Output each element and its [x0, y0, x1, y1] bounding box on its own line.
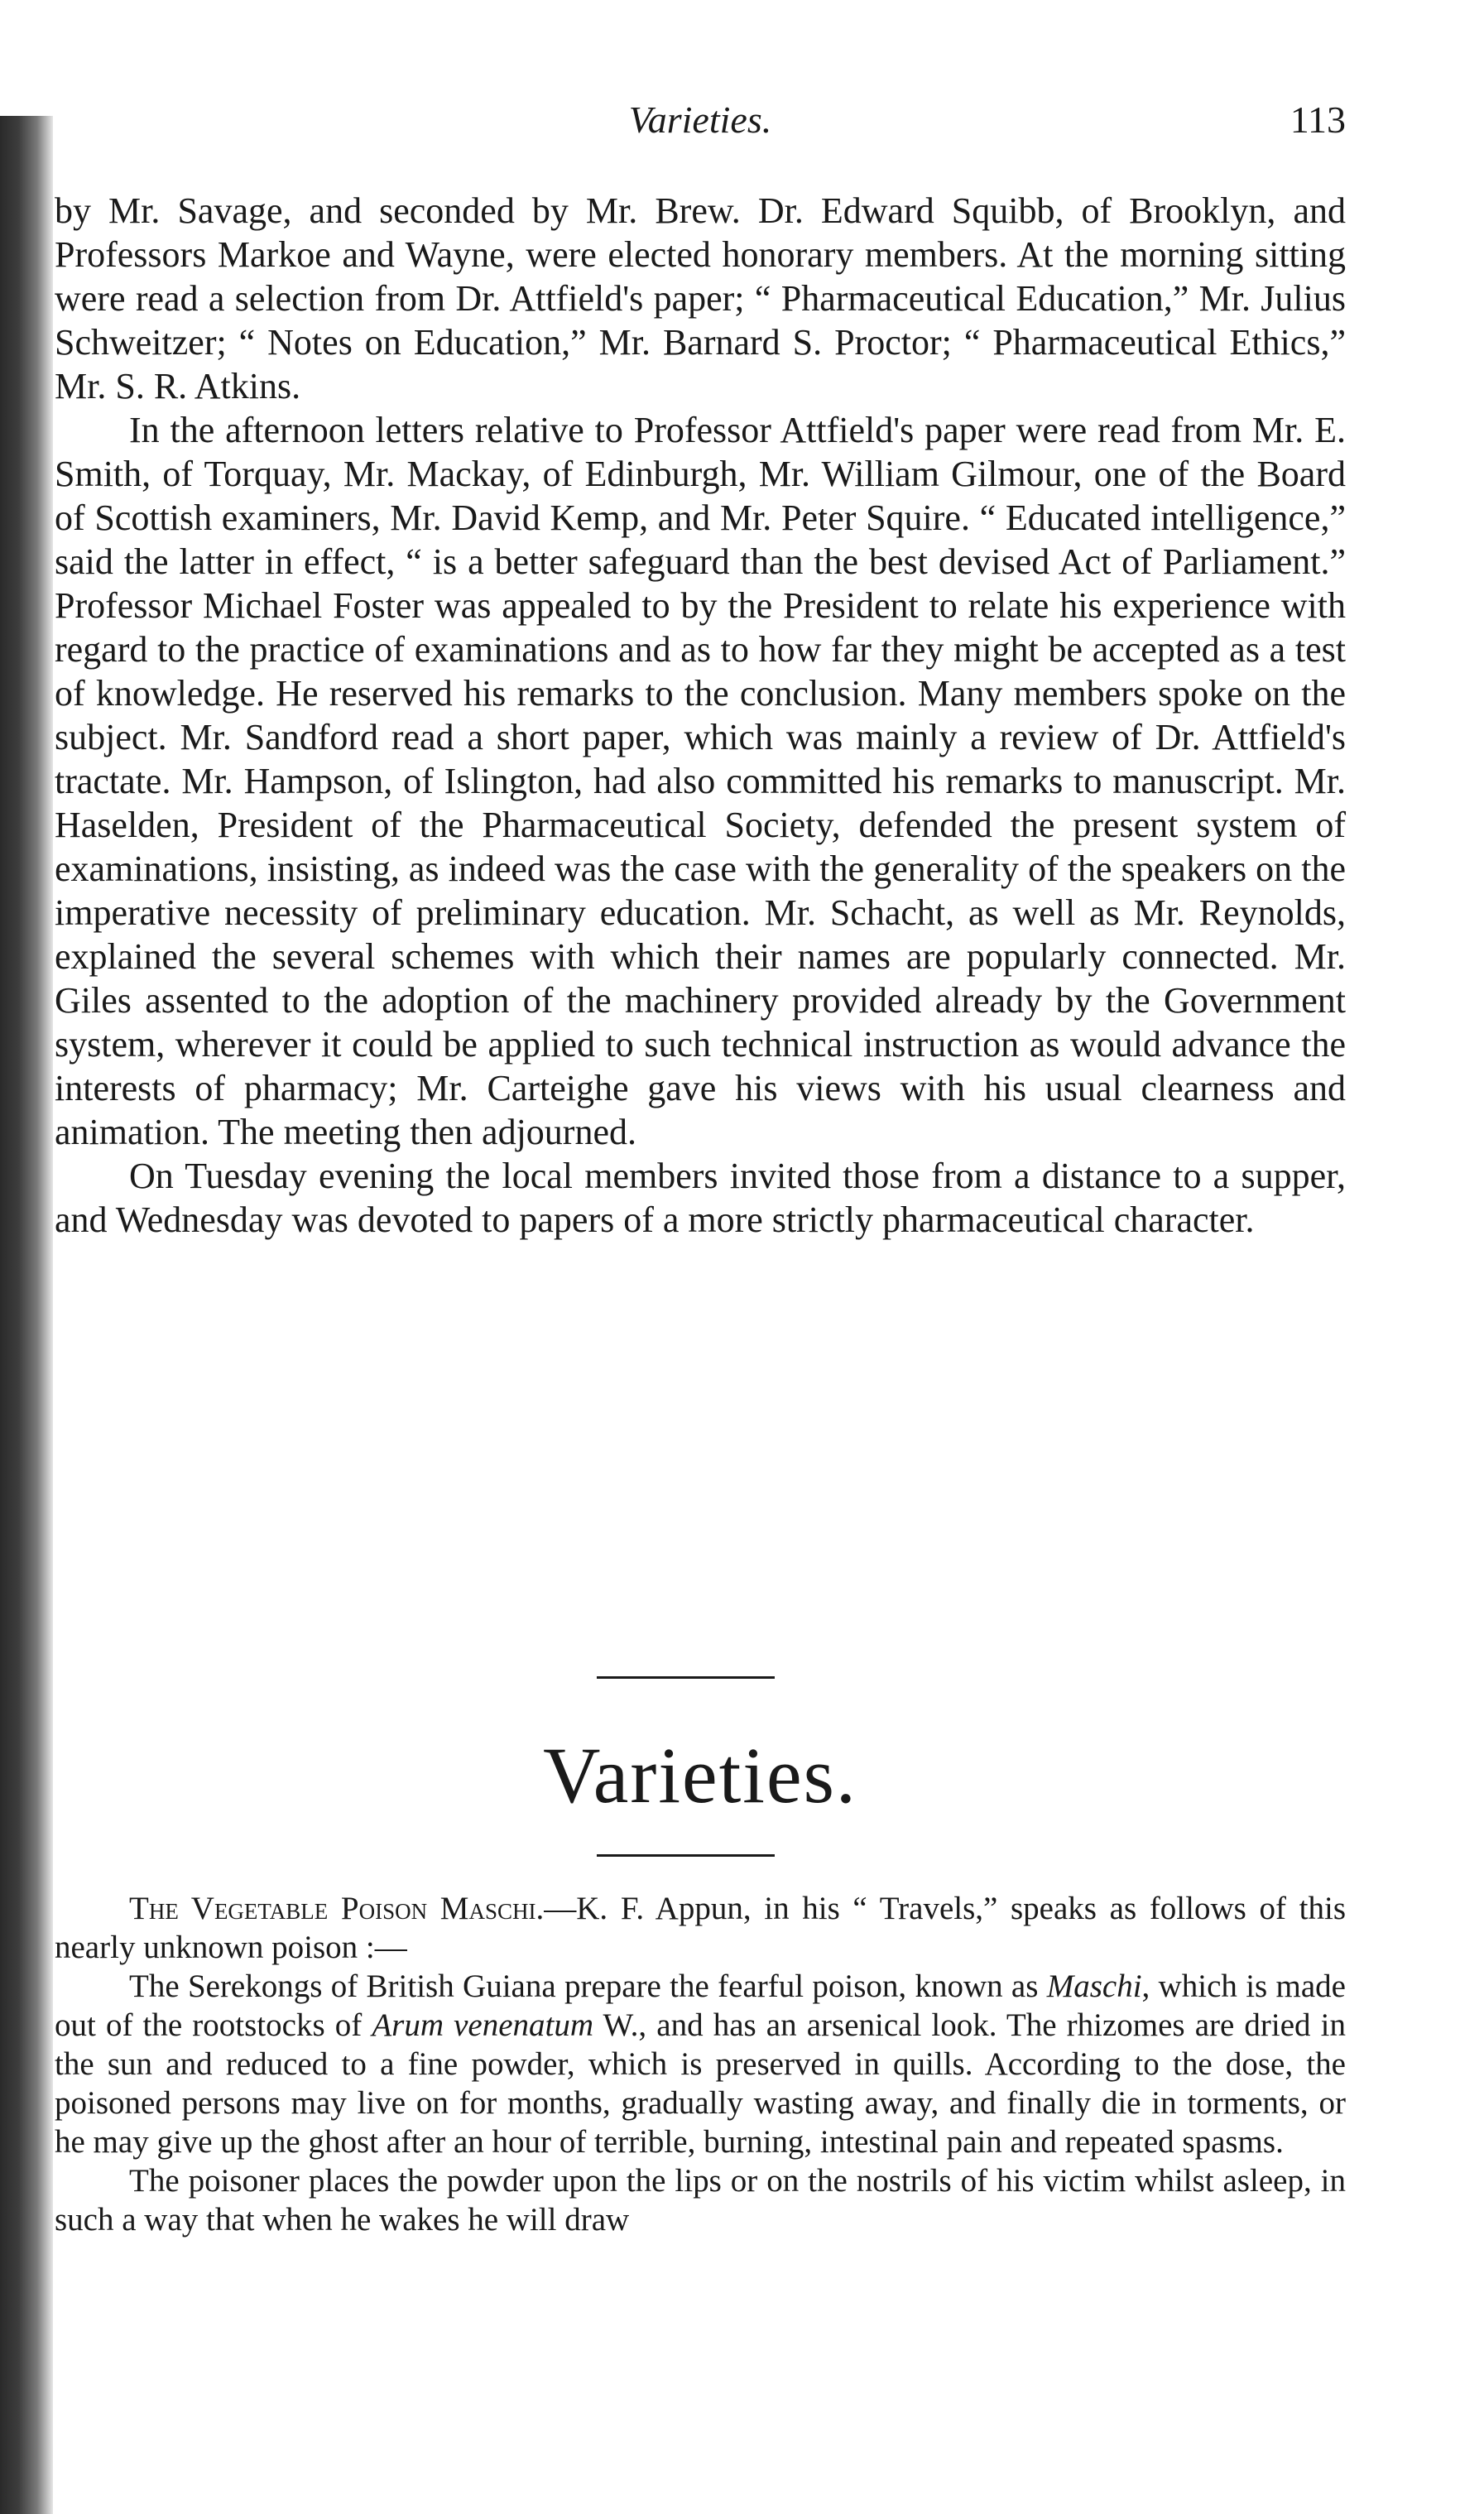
article-intro: —K. F. Appun, in his “ Travels,” speaks as follows of this nearly unknown poison :— — [55, 1891, 1346, 1965]
varieties-paragraph-1 — [55, 1889, 1346, 1967]
p2-middle: , which is made out of the rootstocks of — [55, 1968, 1346, 2043]
varieties-paragraph-2 — [55, 1967, 1346, 2161]
section-rule-bottom — [597, 1854, 775, 1857]
report-paragraph-1: by Mr. Savage, and seconded by Mr. Brew. Dr. Edward Squibb, of Brooklyn, and Professors Markoe and Wayne, were elected honorary members. At the morning sitting were read a selection from Dr. Attfield's paper; “ Pharmaceutical Education,” Mr. Julius Schweitzer; “ Notes on Education,” Mr. Barnard S. Proctor; “ Pharmaceutical Ethics,” Mr. S. R. Atkins. — [55, 190, 1346, 406]
poison-name: Maschi — [1046, 1968, 1142, 2004]
varieties-paragraph-3: The poisoner places the powder upon the lips or on the nostrils of his victim whilst asleep, in such a way that when he wakes he will draw — [55, 2163, 1346, 2238]
report-text — [55, 189, 1346, 1242]
report-paragraph-3: On Tuesday evening the local members invited those from a distance to a supper, and Wednesday was devoted to papers of a more strictly pharmaceutical character. — [55, 1156, 1346, 1240]
p2-end: W., and has an arsenical look. The rhizomes are dried in the sun and reduced to a fine powder, which is preserved in quills. According to the dose, the poisoned persons may live on for months, gradually wasting away, and finally die in torments, or he may give up the ghost after an hour of terrible, burning, intestinal pain and repeated spasms. — [55, 2007, 1346, 2160]
p2-start: The Serekongs of British Guiana prepare the fearful poison, known as — [129, 1968, 1047, 2004]
page — [55, 0, 1346, 2514]
running-head — [55, 98, 1346, 156]
report-paragraph-2: In the afternoon letters relative to Professor Attfield's paper were read from Mr. E. Smith, of Torquay, Mr. Mackay, of Edinburgh, Mr. William Gilmour, one of the Board of Scottish examiners, Mr. David Kemp, and Mr. Peter Squire. “ Educated intelligence,” said the latter in effect, “ is a better safeguard than the best devised Act of Parliament.” Professor Michael Foster was appealed to by the President to relate his experience with regard to the practice of examinations and as to how far they might be accepted as a test of knowledge. He reserved his remarks to the conclusion. Many members spoke on the subject. Mr. Sandford read a short paper, which was mainly a review of Dr. Attfield's tractate. Mr. Hampson, of Islington, had also committed his remarks to manuscript. Mr. Haselden, President of the Pharmaceutical Society, defended the present system of examinations, insisting, as indeed was the case with the generality of the speakers on the imperative necessity of preliminary education. Mr. Schacht, as well as Mr. Reynolds, explained the several schemes with which their names are popularly connected. Mr. Giles assented to the adoption of the machinery provided already by the Government system, wherever it could be applied to such technical instruction as would advance the interests of pharmacy; Mr. Carteighe gave his views with his usual clearness and animation. The meeting then adjourned. — [55, 410, 1346, 1152]
plant-name: Arum venenatum — [372, 2007, 594, 2043]
article-title: The Vegetable Poison Maschi. — [129, 1891, 545, 1926]
running-title: Varieties. — [628, 99, 772, 141]
section-heading: Varieties. — [543, 1731, 857, 1819]
page-number: 113 — [1289, 99, 1346, 141]
varieties-text — [55, 1889, 1346, 2239]
section-rule-top — [597, 1676, 775, 1679]
book-binding-edge — [0, 116, 53, 2514]
